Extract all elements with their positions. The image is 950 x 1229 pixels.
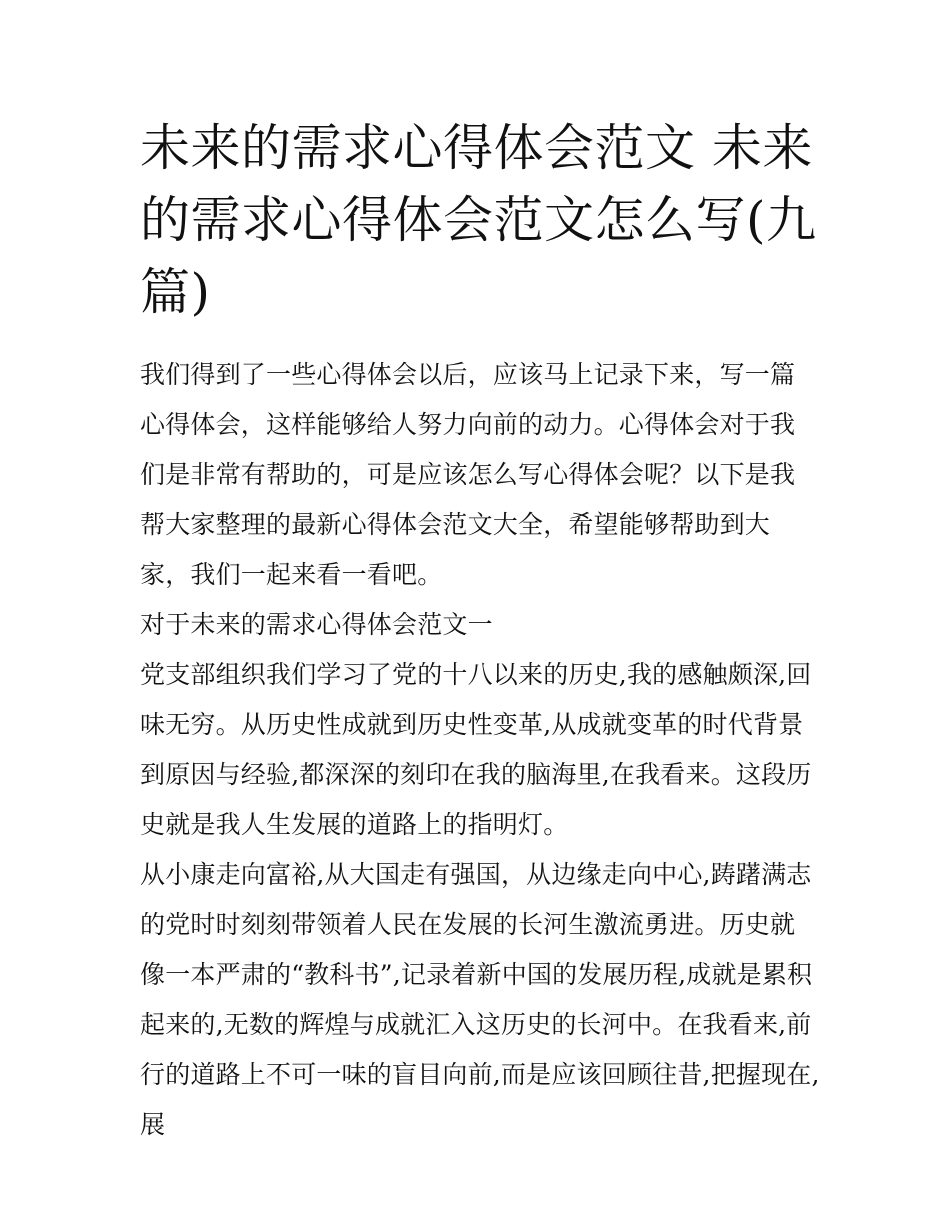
document-body [140,350,820,1150]
body-paragraph-1: 党支部组织我们学习了党的十八以来的历史,我的感触颇深,回味无穷。从历史性成就到历史性变革,从成就变革的时代背景到原因与经验,都深深的刻印在我的脑海里,在我看来。这段历史就是我人生发展的道路上的指明灯。 [140,660,812,839]
intro-paragraph: 我们得到了一些心得体会以后，应该马上记录下来，写一篇心得体会，这样能够给人努力向前的动力。心得体会对于我们是非常有帮助的，可是应该怎么写心得体会呢？以下是我帮大家整理的最新心得体会范文大全，希望能够帮助到大家，我们一起来看一看吧。 [140,360,796,589]
document-title: 未来的需求心得体会范文 未来的需求心得体会范文怎么写(九篇) [140,119,817,321]
section-heading: 对于未来的需求心得体会范文一 [140,610,493,639]
body-paragraph-2: 从小康走向富裕,从大国走有强国，从边缘走向中心,踌躇满志的党时时刻刻带领着人民在发展的长河生激流勇进。历史就像一本严肃的“教科书”,记录着新中国的发展历程,成就是累积起来的,无数的辉煌与成就汇入这历史的长河中。在我看来,前行的道路上不可一味的盲目向前,而是应该回顾往昔,把握现在,展 [140,860,820,1139]
